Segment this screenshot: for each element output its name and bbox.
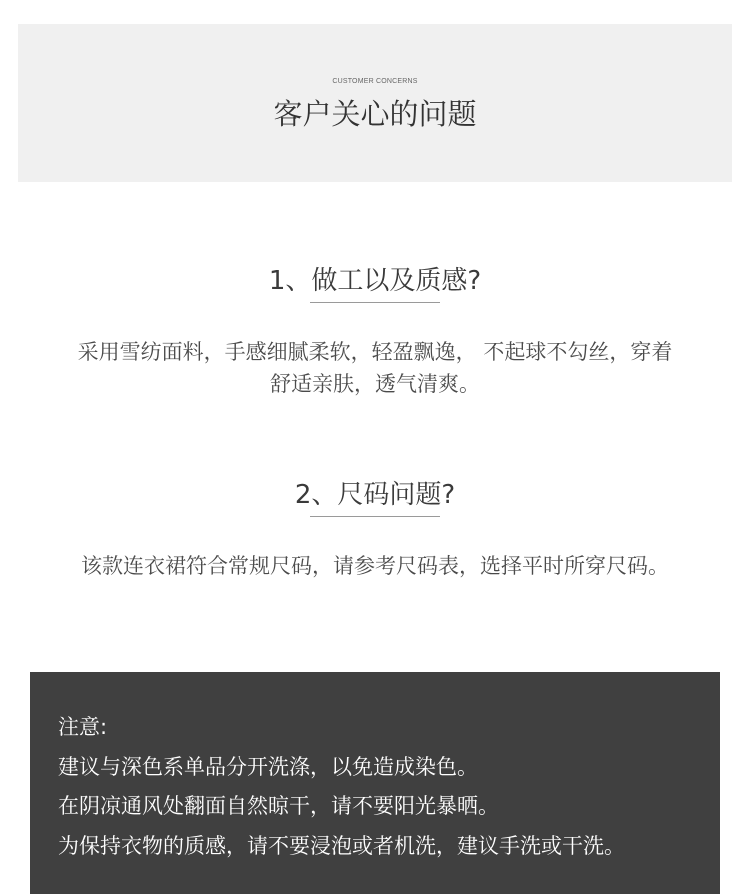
section-body — [30, 336, 720, 400]
section-heading-wrap — [0, 478, 750, 512]
section-workmanship — [0, 264, 750, 400]
care-note-box — [30, 672, 720, 894]
care-note-line: 在阴凉通风处翻面自然晾干，请不要阳光暴晒。 — [58, 794, 499, 818]
care-note-title: 注意: — [58, 715, 108, 739]
header-subtitle: CUSTOMER CONCERNS — [332, 78, 418, 85]
section-heading-wrap — [0, 264, 750, 298]
heading-underline — [310, 302, 440, 303]
section-body-line: 采用雪纺面料，手感细腻柔软，轻盈飘逸， 不起球不勾丝，穿着 — [77, 340, 673, 364]
section-body-line: 舒适亲肤，透气清爽。 — [270, 372, 480, 396]
section-heading: 2、尺码问题? — [294, 480, 456, 510]
section-heading: 1、做工以及质感? — [268, 266, 482, 296]
care-note-lines — [58, 708, 718, 866]
header-band — [18, 24, 732, 182]
section-body — [25, 550, 725, 582]
care-note-line: 为保持衣物的质感，请不要浸泡或者机洗，建议手洗或干洗。 — [58, 833, 625, 858]
page-title: 客户关心的问题 — [273, 97, 477, 131]
section-body-line: 该款连衣裙符合常规尺码，请参考尺码表，选择平时所穿尺码。 — [81, 554, 669, 578]
care-note-line: 建议与深色系单品分开洗涤，以免造成染色。 — [58, 754, 478, 779]
section-size — [0, 478, 750, 582]
heading-underline — [310, 516, 440, 517]
